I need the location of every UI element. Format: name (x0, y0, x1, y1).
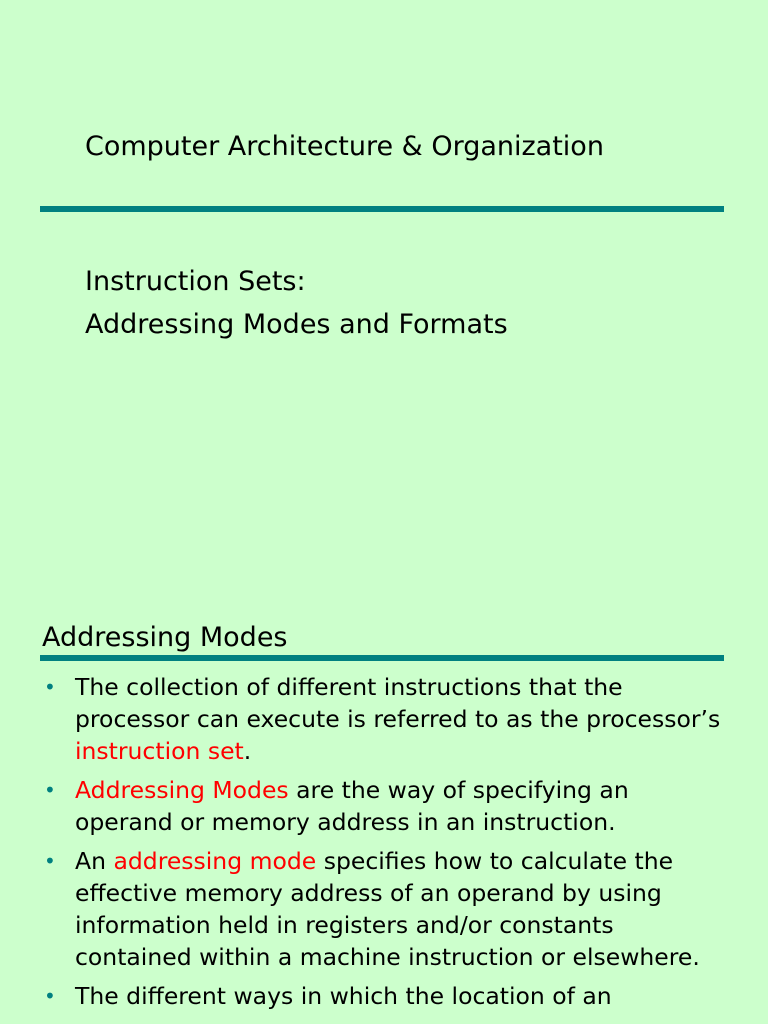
bullet-item-4 (0, 980, 768, 1012)
title-divider (40, 206, 724, 212)
bullet-item-2 (0, 774, 768, 838)
highlight-term: Addressing Modes (75, 776, 289, 804)
course-title: Computer Architecture & Organization (85, 131, 604, 162)
slide-subtitle (85, 260, 508, 346)
bullet-marker: • (44, 675, 56, 699)
subtitle-line-2: Addressing Modes and Formats (85, 309, 508, 340)
bullet-text: The collection of different instructions that the processor can execute is referred to as the processor’s (75, 673, 721, 733)
bullet-item-3 (0, 845, 768, 973)
bullet-list (0, 671, 768, 1019)
bullet-text: . (243, 737, 252, 765)
bullet-text: An (75, 847, 114, 875)
bullet-marker: • (44, 849, 56, 873)
highlight-term: instruction set (75, 737, 244, 765)
bullet-marker: • (44, 984, 56, 1008)
bullet-text: are the way of specifying an operand or memory address in an instruction. (75, 776, 629, 836)
highlight-term: addressing mode (113, 847, 317, 875)
slide-heading: Addressing Modes (42, 622, 288, 653)
bullet-item-1 (0, 671, 768, 767)
subtitle-line-1: Instruction Sets: (85, 266, 306, 297)
bullet-text: The different ways in which the location of an (75, 982, 612, 1010)
bullet-text: specifies how to calculate the effective memory address of an operand by using information held in registers and/or constants contained within a machine instruction or elsewhere. (75, 847, 700, 971)
heading-divider (40, 655, 724, 661)
bullet-marker: • (44, 778, 56, 802)
addressing-modes-slide (0, 600, 768, 1024)
